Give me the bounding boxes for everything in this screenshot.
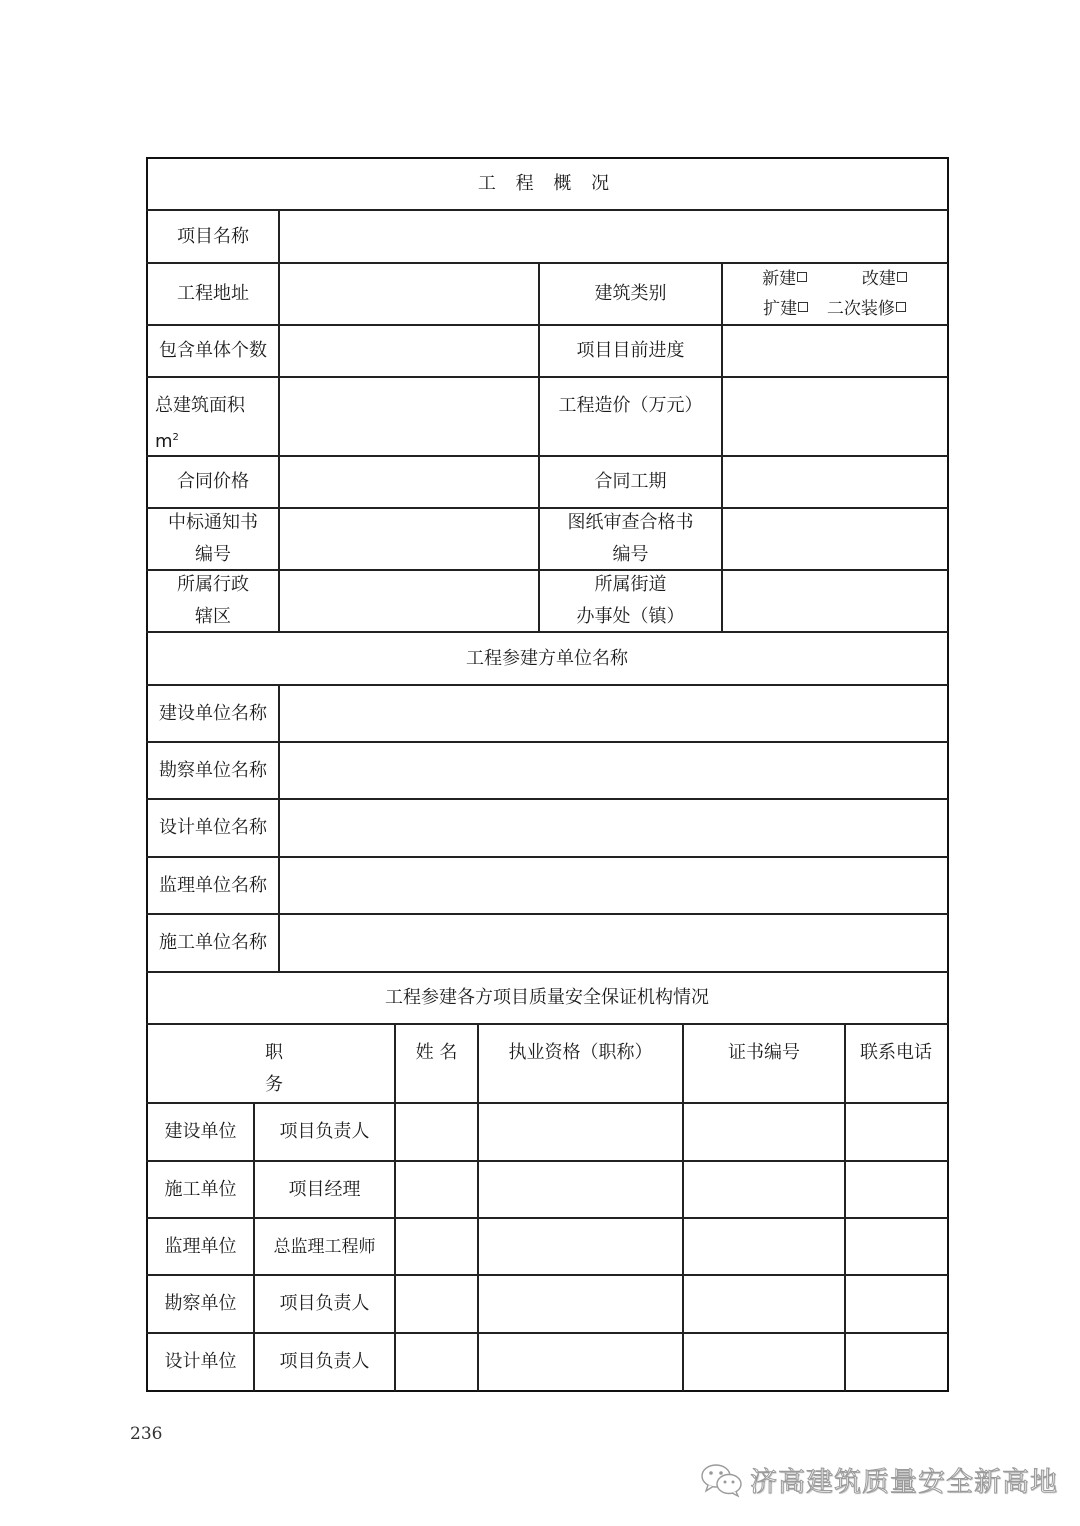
total-area-label [148, 378, 278, 455]
drawing-review-field[interactable] [723, 509, 946, 569]
design-unit-label: 设计单位名称 [159, 817, 267, 838]
total-area-field[interactable] [280, 378, 538, 455]
builder-unit-field[interactable] [280, 915, 946, 971]
progress-field[interactable] [723, 326, 946, 376]
quality-row-role: 项目负责人 [279, 1121, 370, 1142]
contract-price-field[interactable] [280, 457, 538, 507]
project-name-label: 项目名称 [177, 225, 249, 247]
supervision-unit-label: 监理单位名称 [159, 874, 267, 896]
label-line: 图纸审查合格书 [567, 512, 694, 533]
quality-row-qualification-field[interactable] [479, 1334, 682, 1389]
quality-row-certificate-field[interactable] [684, 1276, 844, 1332]
quality-row-phone-field[interactable] [846, 1104, 946, 1160]
quality-row-name-field[interactable] [396, 1276, 477, 1332]
parties-section-title: 工程参建方单位名称 [466, 647, 628, 669]
quality-row-role: 项目负责人 [279, 1293, 370, 1314]
quality-row-name-field[interactable] [396, 1162, 477, 1217]
checkbox-rebuild[interactable] [897, 272, 907, 282]
overview-section-title: 工 程 概 况 [477, 173, 617, 194]
option-new-build[interactable] [762, 269, 807, 289]
option-label: 新建 [762, 269, 797, 289]
cost-field[interactable] [723, 378, 946, 455]
quality-row-name-field[interactable] [396, 1219, 477, 1274]
option-label: 改建 [861, 269, 896, 289]
quality-row-certificate-field[interactable] [684, 1334, 844, 1389]
building-type-label: 建筑类别 [594, 283, 667, 304]
street-office-field[interactable] [723, 571, 946, 631]
survey-unit-label: 勘察单位名称 [159, 759, 267, 781]
total-area-label-text: 总建筑面积 [155, 395, 245, 416]
drawing-review-label [540, 509, 721, 569]
quality-section-title: 工程参建各方项目质量安全保证机构情况 [385, 987, 709, 1008]
label-line: 所属行政 [177, 574, 249, 595]
builder-unit-label: 施工单位名称 [159, 932, 267, 953]
project-name-field[interactable] [280, 211, 946, 262]
option-rebuild[interactable] [862, 269, 907, 289]
address-field[interactable] [280, 264, 538, 324]
label-line: 所属街道 [594, 574, 667, 595]
quality-row-qualification-field[interactable] [479, 1104, 682, 1160]
label-line: 辖区 [195, 606, 231, 627]
quality-row-qualification-field[interactable] [479, 1276, 682, 1332]
quality-row-unit: 设计单位 [164, 1350, 237, 1372]
progress-label: 项目目前进度 [576, 340, 685, 361]
label-line: 编号 [195, 544, 231, 565]
quality-row-certificate-field[interactable] [684, 1219, 844, 1274]
quality-row-phone-field[interactable] [846, 1276, 946, 1332]
contract-price-label: 合同价格 [177, 471, 249, 492]
quality-row-unit: 监理单位 [164, 1235, 237, 1257]
street-office-label [540, 571, 721, 631]
bid-notice-field[interactable] [280, 509, 538, 569]
quality-row-unit: 施工单位 [164, 1178, 237, 1200]
building-type-options [723, 264, 946, 324]
contract-period-field[interactable] [723, 457, 946, 507]
quality-row-certificate-field[interactable] [684, 1162, 844, 1217]
option-label: 二次装修 [826, 299, 895, 319]
quality-row-unit: 建设单位 [164, 1121, 237, 1142]
unit-superscript: 2 [172, 432, 179, 443]
label-line: 中标通知书 [168, 512, 258, 533]
header-certificate: 证书编号 [728, 1042, 800, 1063]
quality-row-name-field[interactable] [396, 1334, 477, 1389]
watermark [700, 1460, 1058, 1499]
option-label: 扩建 [763, 299, 798, 319]
quality-row-role: 项目负责人 [279, 1350, 370, 1372]
quality-row-unit: 勘察单位 [164, 1293, 237, 1314]
quality-row-phone-field[interactable] [846, 1162, 946, 1217]
wechat-icon [700, 1462, 744, 1498]
construction-unit-field[interactable] [280, 686, 946, 741]
page-number: 236 [130, 1424, 163, 1444]
bid-notice-label [148, 509, 278, 569]
option-expansion[interactable] [763, 299, 808, 319]
address-label: 工程地址 [177, 283, 249, 304]
survey-unit-field[interactable] [280, 743, 946, 798]
unit-base: m [155, 431, 173, 452]
watermark-text: 济高建筑质量安全新高地 [750, 1467, 1058, 1498]
design-unit-field[interactable] [280, 800, 946, 856]
label-line: 办事处（镇） [576, 606, 685, 627]
quality-row-role: 项目经理 [288, 1178, 361, 1200]
supervision-unit-field[interactable] [280, 858, 946, 913]
unit-count-field[interactable] [280, 326, 538, 376]
header-phone: 联系电话 [860, 1042, 932, 1063]
contract-period-label: 合同工期 [594, 471, 667, 492]
construction-unit-label: 建设单位名称 [159, 702, 267, 724]
district-label [148, 571, 278, 631]
label-line: 职 [265, 1042, 283, 1063]
total-area-unit [155, 422, 245, 458]
district-field[interactable] [280, 571, 538, 631]
quality-row-phone-field[interactable] [846, 1219, 946, 1274]
checkbox-secondary-decoration[interactable] [896, 302, 906, 312]
quality-row-name-field[interactable] [396, 1104, 477, 1160]
checkbox-new-build[interactable] [797, 272, 807, 282]
quality-row-role: 总监理工程师 [273, 1236, 376, 1257]
quality-row-qualification-field[interactable] [479, 1162, 682, 1217]
quality-row-phone-field[interactable] [846, 1334, 946, 1389]
header-qualification: 执业资格（职称） [508, 1042, 653, 1063]
label-line: 务 [265, 1074, 283, 1095]
quality-row-certificate-field[interactable] [684, 1104, 844, 1160]
quality-row-qualification-field[interactable] [479, 1219, 682, 1274]
label-line: 编号 [612, 544, 649, 565]
unit-count-label: 包含单体个数 [159, 340, 267, 361]
option-secondary-decoration[interactable] [827, 299, 906, 319]
cost-label: 工程造价（万元） [558, 395, 703, 416]
header-name: 姓 名 [415, 1042, 458, 1063]
checkbox-expansion[interactable] [798, 302, 808, 312]
header-position [148, 1025, 394, 1102]
